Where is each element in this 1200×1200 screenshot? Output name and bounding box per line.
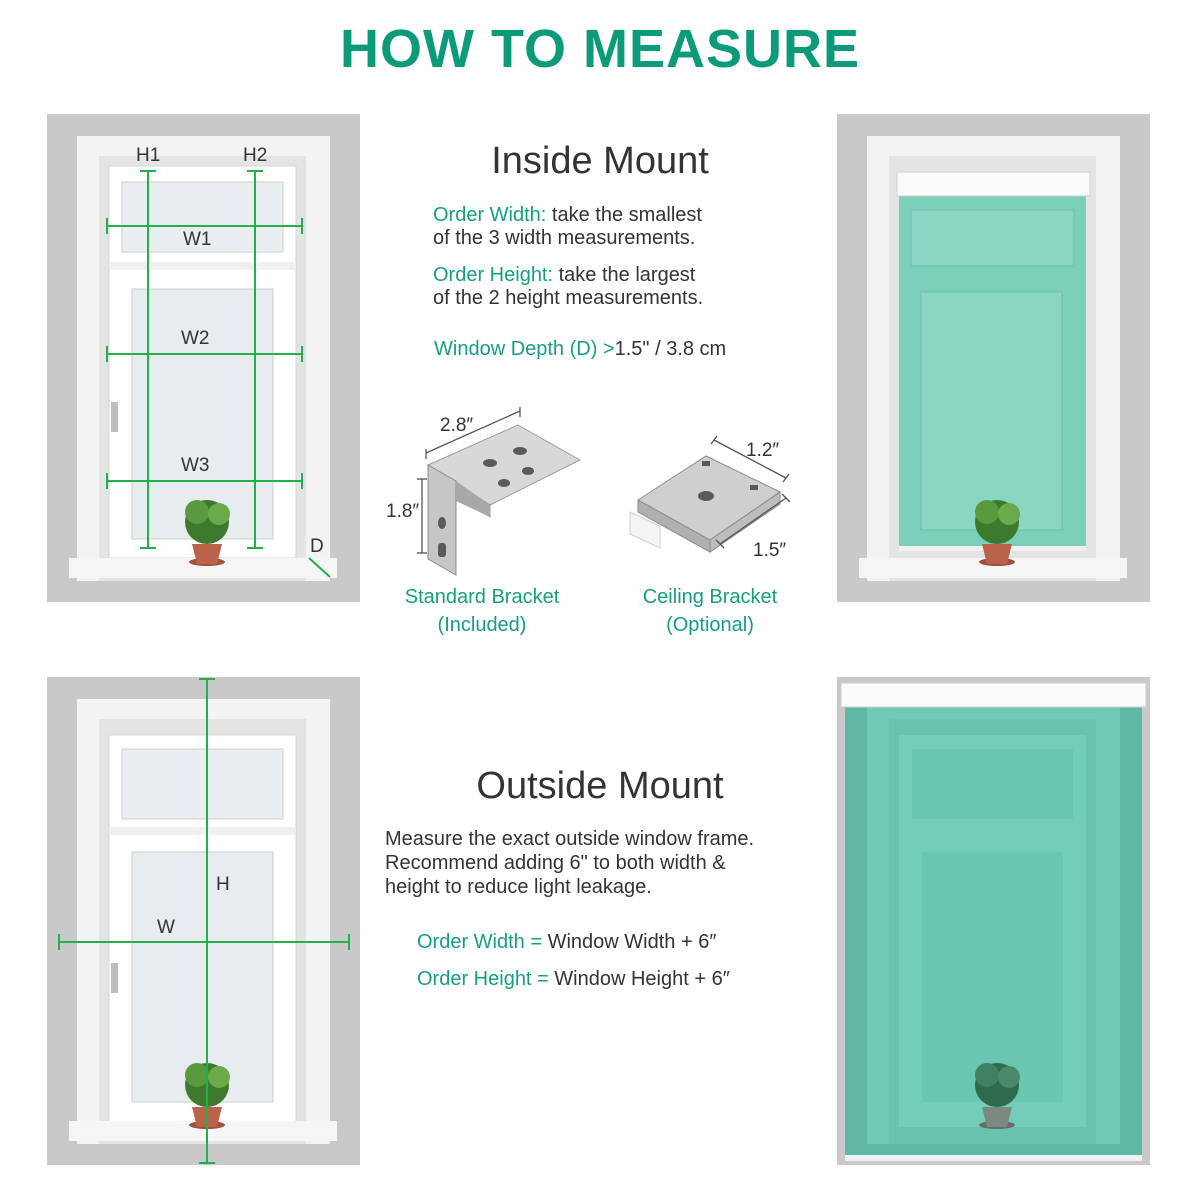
order-width-label: Order Width: [433,204,547,226]
order-height-text-1: take the largest [553,264,696,286]
outside-width-label: Order Width = [417,931,543,953]
w3-label: W3 [181,455,210,476]
order-height-text-2: of the 2 height measurements. [433,287,704,309]
ceiling-width-dim: 1.2″ [746,440,780,461]
ceiling-bracket-caption [610,583,810,639]
inside-mount-result [837,114,1150,602]
w1-label: W1 [183,229,212,250]
w2-label: W2 [181,328,210,349]
window-depth-label: Window Depth (D) > [434,338,615,360]
w-label: W [157,917,175,938]
ceiling-bracket-note: (Optional) [666,614,754,636]
order-width-text-2: of the 3 width measurements. [433,227,696,249]
h1-label: H1 [136,145,161,166]
outside-height-label: Order Height = [417,968,549,990]
h2-label: H2 [243,145,268,166]
outside-order-width [417,931,817,954]
outside-desc-line-3: height to reduce light leakage. [385,876,652,898]
order-width-instruction [433,204,793,250]
outside-desc-line-1: Measure the exact outside window frame. [385,828,755,850]
outside-order-height [417,968,817,991]
order-height-label: Order Height: [433,264,554,286]
order-height-instruction [433,264,793,310]
standard-width-dim: 2.8″ [440,415,474,436]
outside-mount-result [837,677,1150,1165]
inside-mount-heading: Inside Mount [491,140,709,182]
standard-height-dim: 1.8″ [386,501,420,522]
outside-mount-text [400,765,800,808]
ceiling-bracket-image [610,430,810,570]
page-title: HOW TO MEASURE [339,19,860,79]
inside-mount-text [400,140,800,183]
outside-height-formula: Window Height + 6″ [548,968,730,990]
d-label: D [310,536,324,557]
standard-bracket-image [380,405,600,585]
outside-desc-line-2: Recommend adding 6" to both width & [385,852,726,874]
inside-measure-diagram [47,114,360,602]
standard-bracket-caption [382,583,582,639]
order-width-text-1: take the smallest [546,204,702,226]
outside-description [385,827,825,899]
ceiling-depth-dim: 1.5″ [753,540,787,561]
ceiling-bracket-name: Ceiling Bracket [642,586,778,608]
window-depth-instruction [434,338,814,361]
outside-mount-heading: Outside Mount [476,765,724,807]
outside-width-formula: Window Width + 6″ [542,931,717,953]
h-label: H [216,874,230,895]
standard-bracket-note: (Included) [437,614,527,636]
standard-bracket-name: Standard Bracket [404,586,560,608]
outside-measure-diagram [47,677,360,1165]
window-depth-value: 1.5" / 3.8 cm [614,338,727,360]
